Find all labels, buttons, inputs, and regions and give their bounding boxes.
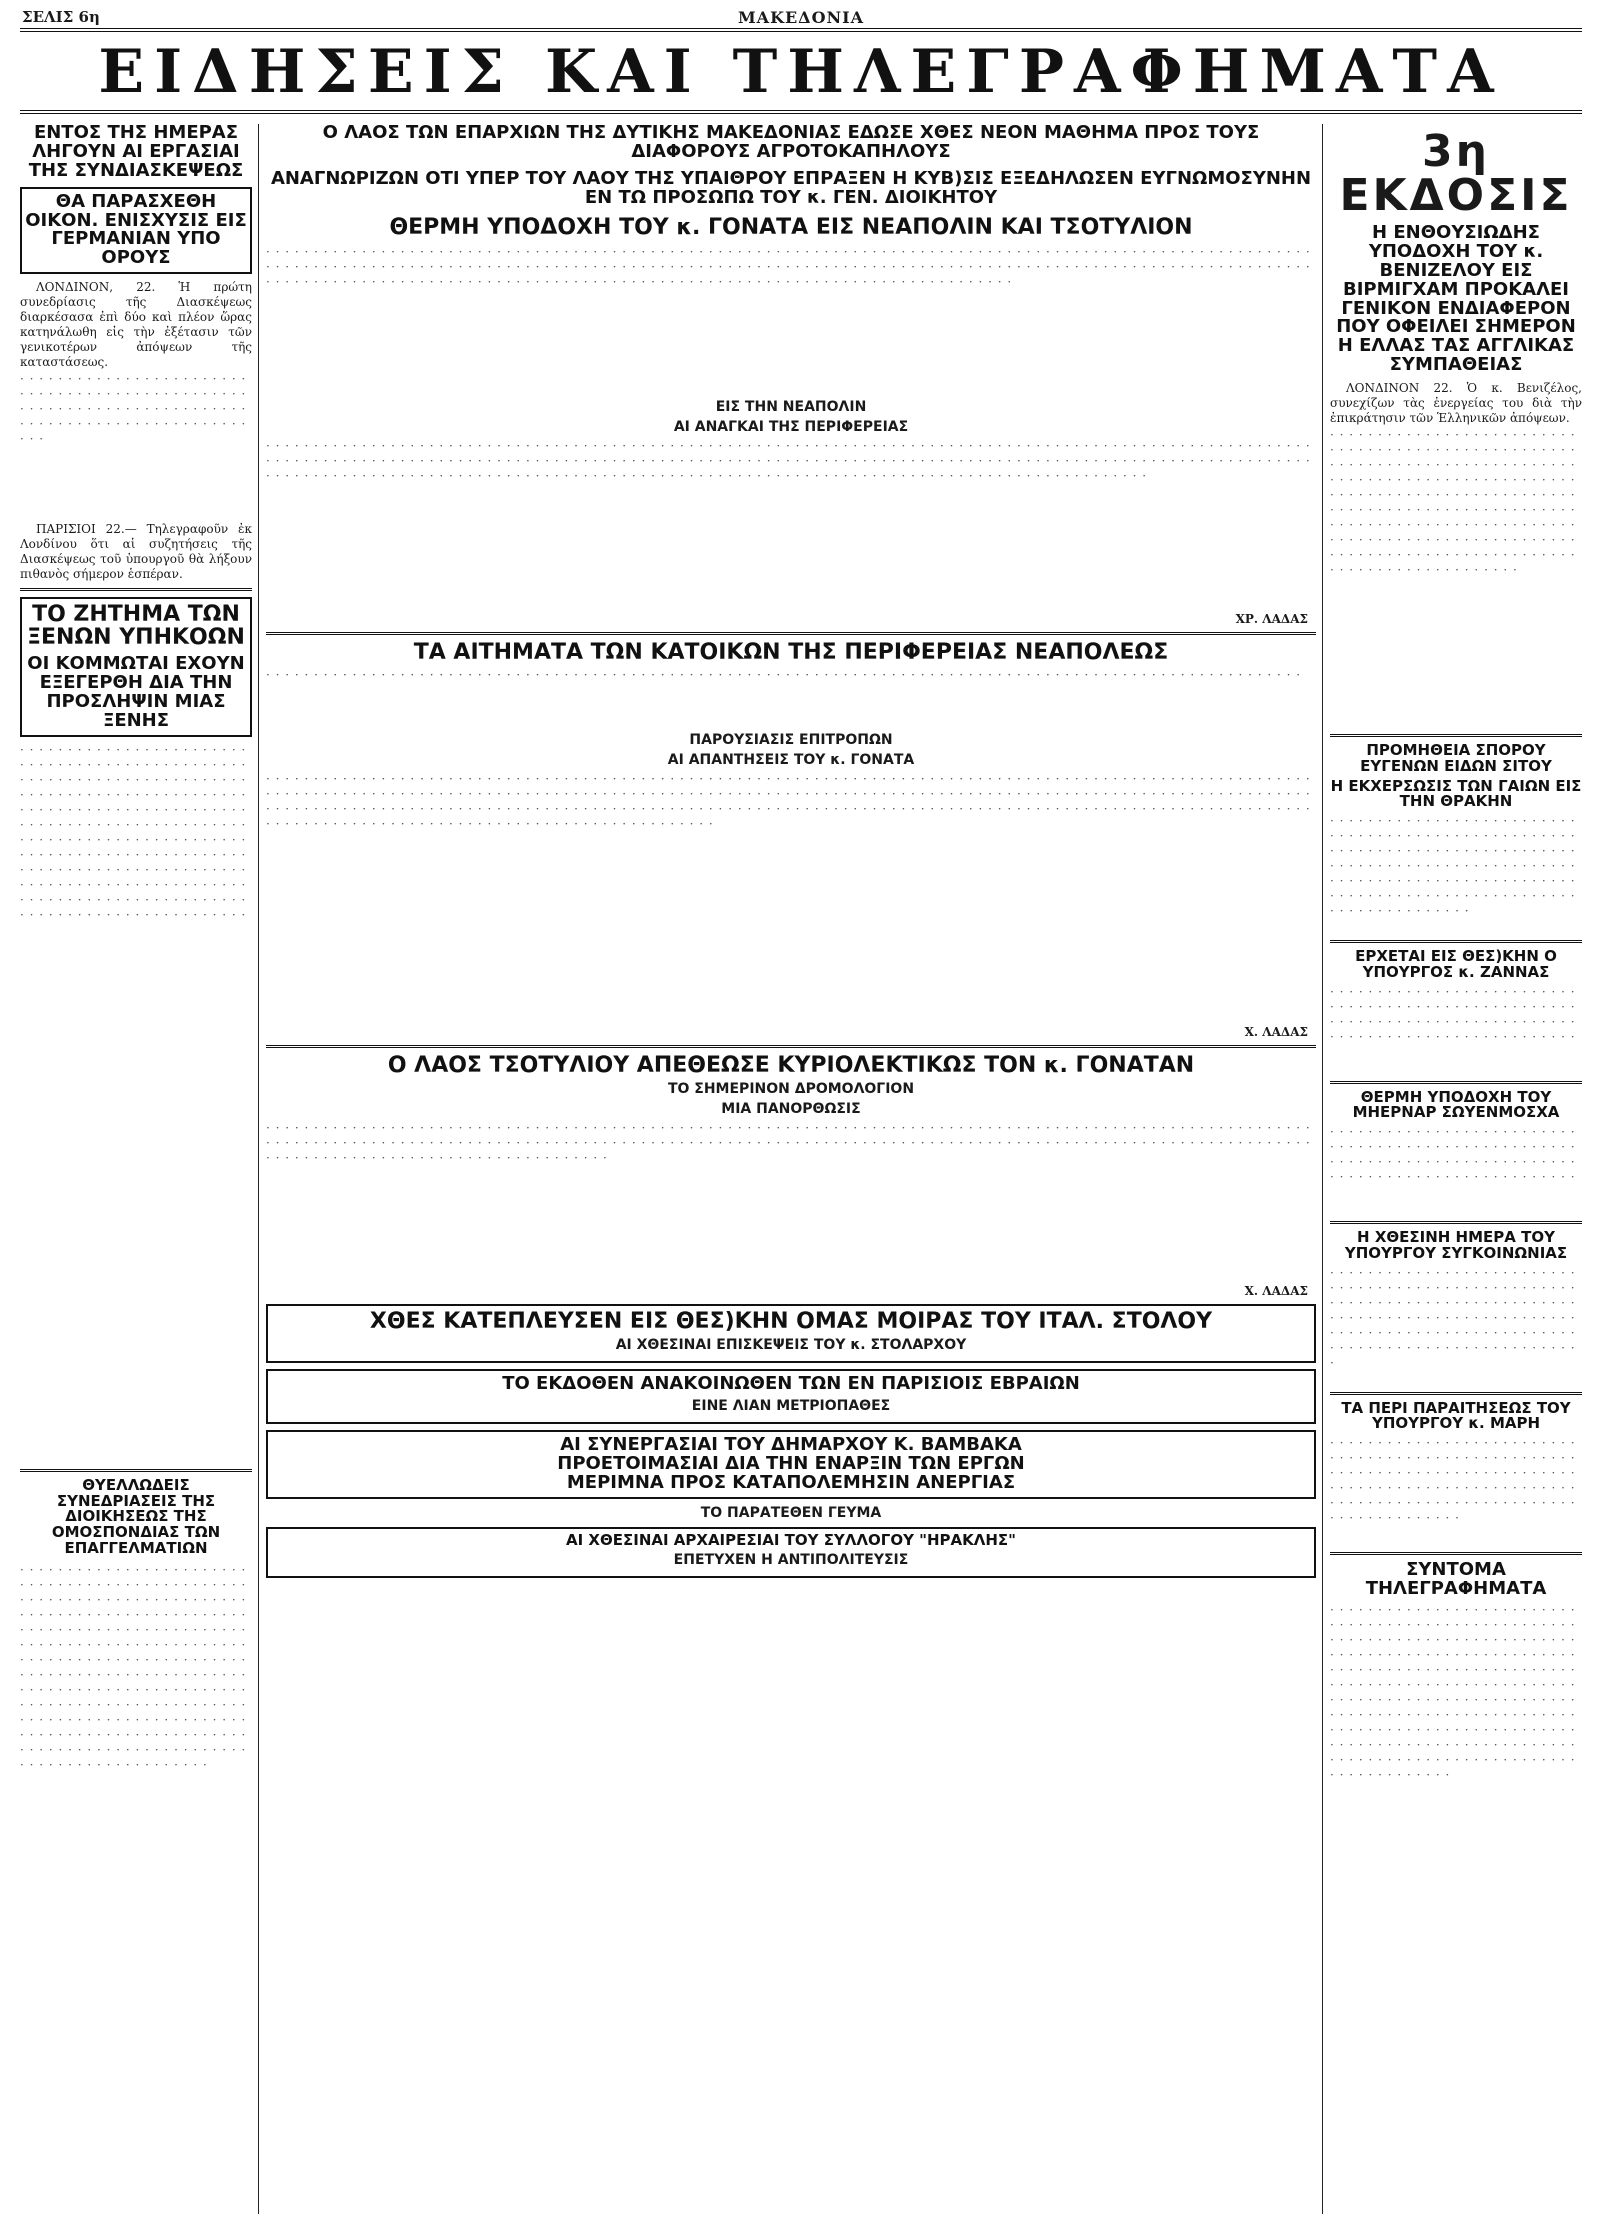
headline-jews-paris: ΤΟ ΕΚΔΟΘΕΝ ΑΝΑΚΟΙΝΩΘΕΝ ΤΩΝ ΕΝ ΠΑΡΙΣΙΟΙΣ ΕΒΡΑΙΩΝ — [502, 1372, 1080, 1394]
separator — [1330, 1221, 1582, 1224]
headline-demands: ΤΑ ΑΙΤΗΜΑΤΑ ΤΩΝ ΚΑΤΟΙΚΩΝ ΤΗΣ ΠΕΡΙΦΕΡΕΙΑΣ ΝΕΑΠΟΛΕΩΣ — [413, 639, 1169, 665]
subheading-dinner: ΤΟ ΠΑΡΑΤΕΘΕΝ ΓΕΥΜΑ — [700, 1504, 882, 1521]
body-text-block: · · · · · · · · · · · · · · · · · · · · · · · · · · · · · · · · · · · · · · · · · · · · · · · · · · · · · · · · · · · · · · · · · · · · · · · · · · · · · · · · · · · · · · · · · · · · · · · · · · · · · · · · · · · · · · · · · · · · · · · · · · · · · · · · · · · · · · · · · · · · · · · · · · · · · · · · · · · · · · · · · · · · · · · · · · · · · · · · · · · · · · · · · · · · · · · · · · · · · · · · · · · · · · · · · · · · · · · · · · · · · · · · · · · · · · · · · · · · · · · · · · · · · · · · · · · · · · · · · · · · · · · · · · · · · · · · · · · · · · · · · · · · · · · · · · · · · · · · — [266, 244, 1311, 289]
headline-germany-aid: ΘΑ ΠΑΡΑΣΧΕΘΗ ΟΙΚΟΝ. ΕΝΙΣΧΥΣΙΣ ΕΙΣ ΓΕΡΜΑΝΙΑΝ ΥΠΟ ΟΡΟΥΣ — [25, 190, 247, 269]
headline-conference: ΕΝΤΟΣ ΤΗΣ ΗΜΕΡΑΣ ΛΗΓΟΥΝ ΑΙ ΕΡΓΑΣΙΑΙ ΤΗΣ ΣΥΝΔΙΑΣΚΕΨΕΩΣ — [28, 124, 244, 181]
page-number: ΣΕΛΙΣ 6η — [22, 8, 100, 26]
running-header — [20, 6, 1582, 28]
headline-federation: ΘΥΕΛΛΩΔΕΙΣ ΣΥΝΕΔΡΙΑΣΕΙΣ ΤΗΣ ΔΙΟΙΚΗΣΕΩΣ ΤΗΣ ΟΜΟΣΠΟΝΔΙΑΣ ΤΩΝ ΕΠΑΓΓΕΛΜΑΤΙΩΝ — [51, 1475, 221, 1557]
headline-wheat: ΠΡΟΜΗΘΕΙΑ ΣΠΟΡΟΥ ΕΥΓΕΝΩΝ ΕΙΔΩΝ ΣΙΤΟΥ — [1360, 741, 1552, 775]
body-text-block: · · · · · · · · · · · · · · · · · · · · · · · · · · · · · · · · · · · · · · · · · · · · · · · · · · · · · · · · · · · · · · · · · · · · · · · · · · · · · · · · · · · · · · · · · · · · · · · · · · · · · · · · · · · · · · · · · · · · · · · · · · · · · · · · · · · · · · · · · · · · · · · · — [1330, 1436, 1576, 1526]
byline: Χ. ΛΑΔΑΣ — [1244, 1283, 1308, 1298]
separator — [20, 1469, 252, 1472]
headline-transport-minister: Η ΧΘΕΣΙΝΗ ΗΜΕΡΑ ΤΟΥ ΥΠΟΥΡΓΟΥ ΣΥΓΚΟΙΝΩΝΙΑΣ — [1344, 1228, 1568, 1262]
body-text-block: · · · · · · · · · · · · · · · · · · · · · · · · · · · · · · · · · · · · · · · · · · · · · · · · · · · · · · · · · · · · · · · · · · · · · · · · · · · · · · · · · · · · · · · · · · · · · · · · · · · · · · · · · · · · · · · · · · · · · · · · · · · · · · · · · · · · · · · · · · · · · · · · · · · · · · · · · · · · · · · · · · · · · · · · · · · · · · · · · · · · · · · · · · · · · · · · · · · · · · · · · · · · · · · · · · · · · · · · · · · · · · · · · · · · · · · · · · · · · · · · · · · · · · · · · · · · · · · · · · · · · · · · · · · · · · · · · · · · · · · · · · · · · · · · · · · · · · · · · · · · · · · · · · · · · · · · · · · · · · · · · · · · · · · · · · · · — [20, 1562, 247, 1772]
headline-box — [266, 1304, 1316, 1363]
subheading-correction: ΜΙΑ ΠΑΝΟΡΘΩΣΙΣ — [721, 1100, 861, 1117]
separator — [266, 632, 1316, 635]
headline-foreign-subjects: ΤΟ ΖΗΤΗΜΑ ΤΩΝ ΞΕΝΩΝ ΥΠΗΚΟΩΝ — [27, 602, 245, 651]
headline-mayor: ΑΙ ΣΥΝΕΡΓΑΣΙΑΙ ΤΟΥ ΔΗΜΑΡΧΟΥ Κ. ΒΑΜΒΑΚΑ — [560, 1433, 1022, 1455]
subheading-admiral: ΑΙ ΧΘΕΣΙΝΑΙ ΕΠΙΣΚΕΨΕΙΣ ΤΟΥ κ. ΣΤΟΛΑΡΧΟΥ — [615, 1336, 967, 1353]
headline-box — [266, 1430, 1316, 1499]
article-venizelos — [1330, 381, 1582, 426]
headline-west-macedonia: Ο ΛΑΟΣ ΤΩΝ ΕΠΑΡΧΙΩΝ ΤΗΣ ΔΥΤΙΚΗΣ ΜΑΚΕΔΟΝΙΑΣ ΕΔΩΣΕ ΧΘΕΣ ΝΕΟΝ ΜΑΘΗΜΑ ΠΡΟΣ ΤΟΥΣ ΔΙΑΦΟΡΟΥΣ ΑΓΡΟΤΟΚΑΠΗΛΟΥΣ — [322, 124, 1260, 162]
right-column — [1330, 124, 1582, 2214]
subheading-needs: ΑΙ ΑΝΑΓΚΑΙ ΤΗΣ ΠΕΡΙΦΕΡΕΙΑΣ — [673, 418, 909, 435]
separator — [1330, 1081, 1582, 1084]
separator — [266, 1045, 1316, 1048]
headline-box — [20, 187, 252, 275]
headline-zannas: ΕΡΧΕΤΑΙ ΕΙΣ ΘΕΣ)ΚΗΝ Ο ΥΠΟΥΡΓΟΣ κ. ΖΑΝΝΑΣ — [1355, 947, 1557, 981]
body-text-block: · · · · · · · · · · · · · · · · · · · · · · · · · · · · · · · · · · · · · · · · · · · · · · · · · · · · · · · · · · · · · · · · · · · · · · · · · · · · · · · · · · · · · · · · · · · · · · · · · · · · · · · · · · · · · · · · · · · · · · · · · · · · · · · · · · · · · · · · · · · · · · · · · · · · · · · · · · · · · · · · · · · · · · · · · · · · · · · · · · · · · · · · · · · · · · · · · · · · · · · · · · · · · · · · · · · · · · · · · · · · · · · · · · · · · · · · · · · · · · · · · · · · · · · · · · · · · · — [1330, 428, 1576, 578]
headline-hairdressers: ΟΙ ΚΟΜΜΩΤΑΙ ΕΧΟΥΝ ΕΞΕΓΕΡΘΗ ΔΙΑ ΤΗΝ ΠΡΟΣΛΗΨΙΝ ΜΙΑΣ ΞΕΝΗΣ — [27, 653, 245, 732]
body-text-block: · · · · · · · · · · · · · · · · · · · · · · · · · · · · · · · · · · · · · · · · · · · · · · · · · · · · · · · · · · · · · · · · · · · · · · · · · · · · · · · · · · · · · · · · · · · · · · · · · · · · · · · · · · · · · · · · · · · · · · · · · · · · · · · · · · · · · · · · · · · · · · · · · · · · · · · · · · · · · · · · · · · · · · · · · · · · · · · · · · · · · · · · · · · · · · · · · · · · · · · · · · · · · · · · · · · · · · · · · · · · · · · · · · · · · · · · · · · · · · · · · · · · · · · · · · · · · · · · · · · · · · · · · · · · · · · · · · · · · · · · · · · · · · · · · · · · · · · · · · · · · · · · · · · · · · · · · · · · · · · · · · · · · · · · · · · · · · · · · · · · · · · · · · · · · · · · · · · · · · · · · · · · · · · · · · · · · · — [266, 771, 1311, 831]
article-paris — [20, 522, 252, 582]
center-column — [266, 124, 1316, 2214]
headline-italian-fleet: ΧΘΕΣ ΚΑΤΕΠΛΕΥΣΕΝ ΕΙΣ ΘΕΣ)ΚΗΝ ΟΜΑΣ ΜΟΙΡΑΣ ΤΟΥ ΙΤΑΛ. ΣΤΟΛΟΥ — [369, 1308, 1213, 1334]
body-text-block: · · · · · · · · · · · · · · · · · · · · · · · · · · · · · · · · · · · · · · · · · · · · · · · · · · · · · · · · · · · · · · · · · · · · · · · · · · · · · · · · · · · · · · · · · · · · · · · · · · · · · · · · · · · · · · · · · · · · · · · · · · · · · · · · · · · · · · · · · · · · · · · · · · · · · · · · · · · · · · · · · · · · · · · · · · · · · · · · · · · · · · · · · · · · · · · · · · · · · · · · · · · · · · · · · · · · · · · · · · · · · · · · · · · · · · · · · · · · · · · · · · · · · · · · · · · · · · · · · · · · · · · · · · · · · · · · · · · · · · · · · · · · · · · · · · · · · · · · · · · · · · · · · · · · · · — [266, 438, 1311, 483]
subheading-opposition: ΕΠΕΤΥΧΕΝ Η ΑΝΤΙΠΟΛΙΤΕΥΣΙΣ — [673, 1552, 909, 1569]
column-rule — [258, 124, 259, 2214]
section-masthead — [20, 28, 1582, 114]
column-rule — [1322, 124, 1323, 2214]
body-text-block: · · · · · · · · · · · · · · · · · · · · · · · · · · · · · · · · · · · · · · · · · · · · · · · · · · · · · · · · · · · · · · · · · · · · · · · · · · · · · · · · · · · · · · · · · · · · · · · · · · · · · · · · · · · · · · · · · · · · · · · · · · · · · · · · · · · · · · · · · · · · · · · · · · · · · · · · · · · · · · · · · · · · · · · · · · · · · · · · · · · · · · · · · · · · · · · · · · · · · · · · · · · · · · · · · · · · · · · · · · · · · · · · · · · · · · · · · · · · · · · · · · · · · · · · · · · · · · — [266, 1120, 1311, 1165]
edition-label: 3η ΕΚΔΟΣΙΣ — [1339, 126, 1573, 221]
subheading-answers: ΑΙ ΑΠΑΝΤΗΣΕΙΣ ΤΟΥ κ. ΓΟΝΑΤΑ — [667, 751, 915, 768]
article-paragraph: ΠΑΡΙΣΙΟΙ 22.— Τηλεγραφοῦν ἐκ Λονδίνου ὅτι αἱ συζητήσεις τῆς Διασκέψεως τοῦ ὑπουργοῦ θὰ λήξουν πιθανὸς σήμερον ἑσπέραν. — [20, 522, 252, 582]
body-text-block: · · · · · · · · · · · · · · · · · · · · · · · · · · · · · · · · · · · · · · · · · · · · · · · · · · · · · · · · · · · · · · · · · · · · · · · · · · · · · · · · · · · · · · · · · · · · · · · · · · · · · · · · · · · · · · · · · · · · · · · · · · · · · · · · · · · · · · · · · · · · · · · · · · · · · · · · · · · · · · · · · · · · · · · · · · · — [1330, 814, 1576, 919]
headline-works: ΠΡΟΕΤΟΙΜΑΣΙΑΙ ΔΙΑ ΤΗΝ ΕΝΑΡΞΙΝ ΤΩΝ ΕΡΓΩΝ — [557, 1452, 1025, 1474]
body-text-block: · · · · · · · · · · · · · · · · · · · · · · · · · · · · · · · · · · · · · · · · · · · · · · · · · · · · · · · · · · · · · · · · · · · · · · · · · · · · · · · · · · · · · · · · · · · · · · · · · · · · · · · · — [1330, 984, 1576, 1044]
byline: ΧΡ. ΛΑΔΑΣ — [1235, 611, 1308, 626]
body-text-block: · · · · · · · · · · · · · · · · · · · · · · · · · · · · · · · · · · · · · · · · · · · · · · · · · · · · · · · · · · · · · · · · · · · · · · · · · · · · · · · · · · · · · · · · · · · · · · · · · · · · · · · · · · · · · · · · · · · · · · · · · · · · · · · · · · · · · · · · · · · · · · · · · · · · · · · · · · · · · · · · · · · · · · · · · · · · · · · · · · · · · · · · · · · · · · · · · · · · · · · · · · · · · · · · · · · · · · · · · · · · · · · · · · · · · · · · · · · · · · · · · · · · · · · · · · · · · · · · · · · · · · · · · · · · · · · · · · · · · · · · · · · · · · · · — [20, 742, 247, 922]
newspaper-name: ΜΑΚΕΔΟΝΙΑ — [737, 8, 865, 27]
headline-maris: ΤΑ ΠΕΡΙ ΠΑΡΑΙΤΗΣΕΩΣ ΤΟΥ ΥΠΟΥΡΓΟΥ κ. ΜΑΡΗ — [1341, 1398, 1571, 1433]
article-conference — [20, 280, 252, 370]
separator — [1330, 734, 1582, 737]
newspaper-page — [20, 6, 1582, 2216]
subheading-neapolis: ΕΙΣ ΤΗΝ ΝΕΑΠΟΛΙΝ — [715, 398, 867, 415]
body-text-block: · · · · · · · · · · · · · · · · · · · · · · · · · · · · · · · · · · · · · · · · · · · · · · · · · · · · · · · · · · · · · · · · · · · · · · · · · · · · · · · · · · · · · · · · · · · · · · · · · · · · · · · · · · · · — [266, 667, 1302, 682]
headline-short-telegrams: ΣΥΝΤΟΜΑ ΤΗΛΕΓΡΑΦΗΜΑΤΑ — [1365, 1559, 1547, 1600]
headline-box — [20, 597, 252, 737]
separator — [1330, 940, 1582, 943]
separator — [1330, 1552, 1582, 1555]
section-title: ΕΙΔΗΣΕΙΣ ΚΑΙ ΤΗΛΕΓΡΑΦΗΜΑΤΑ — [98, 37, 1504, 107]
headline-unemployment: ΜΕΡΙΜΝΑ ΠΡΟΣ ΚΑΤΑΠΟΛΕΜΗΣΙΝ ΑΝΕΡΓΙΑΣ — [566, 1471, 1016, 1493]
subheading-committees: ΠΑΡΟΥΣΙΑΣΙΣ ΕΠΙΤΡΟΠΩΝ — [689, 731, 893, 748]
byline: Χ. ΛΑΔΑΣ — [1244, 1024, 1308, 1039]
headline-box — [266, 1527, 1316, 1579]
separator — [20, 588, 252, 591]
headline-tsotyli: Ο ΛΑΟΣ ΤΣΟΤΥΛΙΟΥ ΑΠΕΘΕΩΣΕ ΚΥΡΙΟΛΕΚΤΙΚΩΣ ΤΟΝ κ. ΓΟΝΑΤΑΝ — [387, 1052, 1195, 1078]
body-text-block: · · · · · · · · · · · · · · · · · · · · · · · · · · · · · · · · · · · · · · · · · · · · · · · · · · · · · · · · · · · · · · · · · · · · · · · · · · · · · · · · · · · · · · · · · · · · · · · · · · · — [20, 372, 247, 447]
headline-moscow: ΘΕΡΜΗ ΥΠΟΔΟΧΗ ΤΟΥ ΜΗΕΡΝΑΡ ΣΩΥΕΝΜΟΣΧΑ — [1352, 1087, 1560, 1122]
headline-gratitude: ΑΝΑΓΝΩΡΙΖΩΝ ΟΤΙ ΥΠΕΡ ΤΟΥ ΛΑΟΥ ΤΗΣ ΥΠΑΙΘΡΟΥ ΕΠΡΑΞΕΝ Η ΚΥΒ)ΣΙΣ ΕΞΕΔΗΛΩΣΕΝ ΕΥΓΝΩΜΟΣΥΝΗΝ ΕΝ ΤΩ ΠΡΟΣΩΠΩ ΤΟΥ κ. ΓΕΝ. ΔΙΟΙΚΗΤΟΥ — [270, 167, 1312, 208]
body-text-block: · · · · · · · · · · · · · · · · · · · · · · · · · · · · · · · · · · · · · · · · · · · · · · · · · · · · · · · · · · · · · · · · · · · · · · · · · · · · · · · · · · · · · · · · · · · · · · · · · · · · · · · · · · · · · · · · · · · · · · · · · · · · · · · · · · · · · · · · · · · · · · · · · · · · · · · · · · · · · · · · · · · · · · · · · · · · · · · · · · · · · · · · · · · · · · · · · · · · · · · · · · · · · · · · · · · · · · · · · · · · · · · · · · · · · · · · · · · · · · · · · · · · · · · · · · · · · · · · · · · · · · · · · · · · · · · · · · · · · · · · · · · · · · · · · · · · · · · · · · · — [1330, 1602, 1576, 1782]
headline-gonatas-welcome: ΘΕΡΜΗ ΥΠΟΔΟΧΗ ΤΟΥ κ. ΓΟΝΑΤΑ ΕΙΣ ΝΕΑΠΟΛΙΝ ΚΑΙ ΤΣΟΤΥΛΙΟΝ — [389, 214, 1193, 240]
body-text-block: · · · · · · · · · · · · · · · · · · · · · · · · · · · · · · · · · · · · · · · · · · · · · · · · · · · · · · · · · · · · · · · · · · · · · · · · · · · · · · · · · · · · · · · · · · · · · · · · · · · · · · · · · · · · · · · · · · · · · · · · · · · · · · · · · · · · · · · · · · · · · · · · · · · · · · · · · · · · · — [1330, 1265, 1576, 1370]
headline-thrace: Η ΕΚΧΕΡΣΩΣΙΣ ΤΩΝ ΓΑΙΩΝ ΕΙΣ ΤΗΝ ΘΡΑΚΗΝ — [1330, 776, 1582, 811]
headline-box — [266, 1369, 1316, 1424]
subheading-moderate: ΕΙΝΕ ΛΙΑΝ ΜΕΤΡΙΟΠΑΘΕΣ — [691, 1397, 891, 1414]
subheading-itinerary: ΤΟ ΣΗΜΕΡΙΝΟΝ ΔΡΟΜΟΛΟΓΙΟΝ — [667, 1080, 915, 1097]
headline-venizelos: Η ΕΝΘΟΥΣΙΩΔΗΣ ΥΠΟΔΟΧΗ ΤΟΥ κ. ΒΕΝΙΖΕΛΟΥ ΕΙΣ ΒΙΡΜΙΓΧΑΜ ΠΡΟΚΑΛΕΙ ΓΕΝΙΚΟΝ ΕΝΔΙΑΦΕΡΟΝ ΠΟΥ ΟΦΕΙΛΕΙ ΣΗΜΕΡΟΝ Η ΕΛΛΑΣ ΤΑΣ ΑΓΓΛΙΚΑΣ ΣΥΜΠΑΘΕΙΑΣ — [1336, 222, 1576, 376]
left-column — [20, 124, 252, 2214]
article-paragraph: ΛΟΝΔΙΝΟΝ 22. Ὁ κ. Βενιζέλος, συνεχίζων τὰς ἐνεργείας του διὰ τὴν ἐπικράτησιν τῶν Ἑλληνικῶν ἀπόψεων. — [1330, 381, 1582, 426]
separator — [1330, 1392, 1582, 1395]
headline-iraklis: ΑΙ ΧΘΕΣΙΝΑΙ ΑΡΧΑΙΡΕΣΙΑΙ ΤΟΥ ΣΥΛΛΟΓΟΥ "ΗΡΑΚΛΗΣ" — [566, 1530, 1016, 1549]
body-text-block: · · · · · · · · · · · · · · · · · · · · · · · · · · · · · · · · · · · · · · · · · · · · · · · · · · · · · · · · · · · · · · · · · · · · · · · · · · · · · · · · · · · · · · · · · · · · · · · · · · · · · · · · — [1330, 1125, 1576, 1185]
article-paragraph: ΛΟΝΔΙΝΟΝ, 22. Ἡ πρώτη συνεδρίασις τῆς Διασκέψεως διαρκέσασα ἐπὶ δύο καὶ πλέον ὥρας κατηνάλωθη εἰς τὴν ἐξέτασιν τῶν γενικοτέρων ἀπόψεων τῆς καταστάσεως. — [20, 280, 252, 370]
